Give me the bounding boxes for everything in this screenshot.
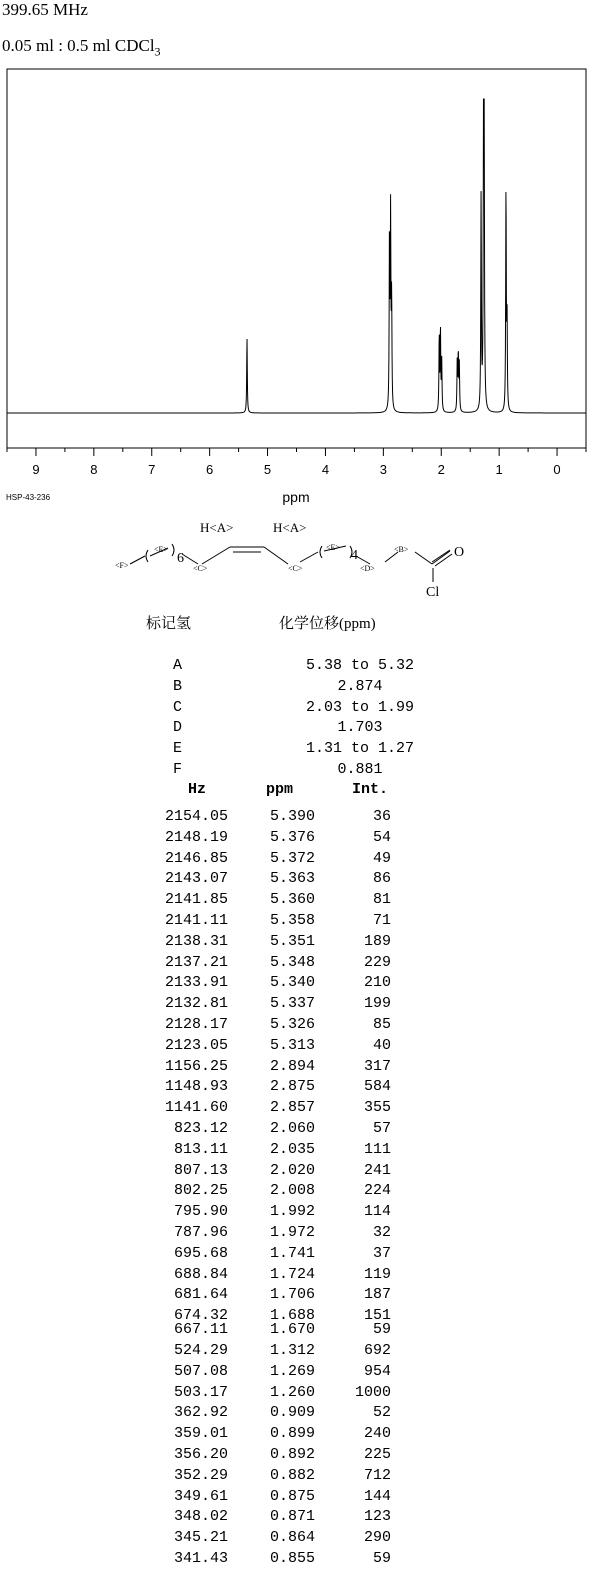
peak-intensity: 81 xyxy=(372,891,391,909)
label-h-a-left: H<A> xyxy=(200,520,234,535)
peak-hz: 2154.05 xyxy=(164,808,228,825)
peak-row xyxy=(0,994,595,1015)
peak-hz: 2138.31 xyxy=(164,932,228,950)
assignment-shift: 2.03 to 1.99 xyxy=(305,698,415,716)
peak-row xyxy=(0,1466,595,1487)
peak-ppm: 1.269 xyxy=(269,1362,315,1380)
peak-intensity: 86 xyxy=(372,870,391,888)
peak-hz: 359.01 xyxy=(173,1425,228,1443)
label-e-left: <E> xyxy=(154,545,168,554)
peak-intensity: 52 xyxy=(372,1404,391,1422)
peak-row xyxy=(0,1202,595,1223)
solvent-subscript: 3 xyxy=(154,44,161,59)
peak-row xyxy=(0,911,595,932)
peak-hz: 2123.05 xyxy=(164,1036,228,1054)
oxygen-atom: O xyxy=(454,545,465,560)
peak-row xyxy=(0,1077,595,1098)
peak-ppm: 1.724 xyxy=(269,1265,315,1283)
peak-ppm: 5.360 xyxy=(269,891,315,909)
label-d: <D> xyxy=(360,564,375,573)
peak-ppm: 2.857 xyxy=(269,1099,315,1117)
assignment-header-shift: 化学位移(ppm) xyxy=(279,616,376,632)
header-ppm: ppm xyxy=(265,781,293,798)
peak-intensity: 187 xyxy=(363,1286,391,1304)
assignment-row xyxy=(0,718,595,739)
peak-row xyxy=(0,1445,595,1466)
peak-row xyxy=(0,1119,595,1140)
peak-hz: 2148.19 xyxy=(164,828,228,846)
peak-intensity: 114 xyxy=(363,1203,391,1221)
peak-hz: 345.21 xyxy=(173,1529,228,1547)
peak-row xyxy=(0,973,595,994)
peak-intensity: 151 xyxy=(363,1307,391,1321)
peak-row xyxy=(0,932,595,953)
peak-row xyxy=(0,807,595,828)
peak-ppm: 1.972 xyxy=(269,1223,315,1241)
structure-labels xyxy=(115,520,464,600)
x-tick-label: 9 xyxy=(32,462,40,477)
peak-row xyxy=(0,1036,595,1057)
frequency-label: 399.65 MHz xyxy=(2,0,88,19)
peak-row xyxy=(0,1057,595,1078)
peak-ppm: 1.312 xyxy=(269,1341,315,1359)
peak-hz: 362.92 xyxy=(173,1404,228,1422)
peak-row xyxy=(0,1320,595,1341)
peak-ppm: 1.670 xyxy=(269,1321,315,1339)
peak-hz: 1141.60 xyxy=(164,1099,228,1117)
peak-ppm: 0.871 xyxy=(269,1508,315,1526)
peak-hz: 341.43 xyxy=(173,1549,228,1567)
label-f: <F> xyxy=(115,561,129,570)
peak-intensity: 240 xyxy=(363,1425,391,1443)
assignment-row xyxy=(0,760,595,781)
peak-hz: 507.08 xyxy=(173,1362,228,1380)
peak-hz: 802.25 xyxy=(173,1182,228,1200)
peak-ppm: 1.260 xyxy=(269,1383,315,1401)
peak-ppm: 1.706 xyxy=(269,1286,315,1304)
peak-intensity: 189 xyxy=(363,932,391,950)
peak-intensity: 119 xyxy=(363,1265,391,1283)
peak-ppm: 0.864 xyxy=(269,1529,315,1547)
peak-row xyxy=(0,1098,595,1119)
peak-row xyxy=(0,1015,595,1036)
peak-ppm: 5.348 xyxy=(269,953,315,971)
peak-hz: 1156.25 xyxy=(164,1057,228,1075)
x-tick-label: 2 xyxy=(437,462,445,477)
peak-intensity: 210 xyxy=(363,974,391,992)
peak-hz: 688.84 xyxy=(173,1265,228,1283)
peak-intensity: 123 xyxy=(363,1508,391,1526)
peak-ppm: 2.008 xyxy=(269,1182,315,1200)
peak-intensity: 229 xyxy=(363,953,391,971)
peak-hz: 2143.07 xyxy=(164,870,228,888)
solvent-label xyxy=(2,36,161,59)
peak-hz: 2133.91 xyxy=(164,974,228,992)
peak-hz: 2128.17 xyxy=(164,1015,228,1033)
assignment-row xyxy=(0,656,595,677)
assignment-row xyxy=(0,698,595,719)
peak-hz: 356.20 xyxy=(173,1445,228,1463)
peak-intensity: 355 xyxy=(363,1099,391,1117)
peak-intensity: 54 xyxy=(372,828,391,846)
peak-ppm: 5.340 xyxy=(269,974,315,992)
peak-row xyxy=(0,1140,595,1161)
x-axis-ticks xyxy=(7,448,586,456)
peak-row xyxy=(0,828,595,849)
peak-ppm: 2.060 xyxy=(269,1119,315,1137)
peak-row xyxy=(0,953,595,974)
peak-hz: 503.17 xyxy=(173,1383,228,1401)
peak-hz: 813.11 xyxy=(173,1140,228,1158)
assignment-label: C xyxy=(173,698,183,716)
peak-intensity: 85 xyxy=(372,1015,391,1033)
peak-ppm: 5.326 xyxy=(269,1015,315,1033)
carbonyl-double-bond xyxy=(432,550,452,566)
x-tick-label: 8 xyxy=(90,462,98,477)
x-axis-tick-labels xyxy=(32,462,560,477)
plot-frame xyxy=(7,69,586,448)
peak-ppm: 0.899 xyxy=(269,1425,315,1443)
peak-ppm: 0.892 xyxy=(269,1445,315,1463)
assignment-shift: 5.38 to 5.32 xyxy=(305,657,415,674)
assignment-shift: 1.703 xyxy=(337,719,383,737)
x-tick-label: 0 xyxy=(553,462,561,477)
peak-hz: 667.11 xyxy=(173,1321,228,1339)
peak-intensity: 199 xyxy=(363,995,391,1013)
assignment-label: B xyxy=(173,677,183,695)
peak-ppm: 5.337 xyxy=(269,995,315,1013)
assignment-shift: 2.874 xyxy=(337,677,383,695)
peak-intensity: 1000 xyxy=(354,1383,391,1401)
assignment-shift: 1.31 to 1.27 xyxy=(305,740,415,758)
peak-intensity: 32 xyxy=(372,1223,391,1241)
peak-ppm: 0.909 xyxy=(269,1404,315,1422)
x-tick-label: 3 xyxy=(379,462,387,477)
peak-row xyxy=(0,1362,595,1383)
peak-hz: 2141.85 xyxy=(164,891,228,909)
peak-ppm: 5.363 xyxy=(269,870,315,888)
label-c-left: <C> xyxy=(193,564,208,573)
peak-ppm: 2.875 xyxy=(269,1078,315,1096)
peak-ppm: 0.882 xyxy=(269,1466,315,1484)
peak-hz: 2132.81 xyxy=(164,995,228,1013)
peak-row xyxy=(0,1487,595,1508)
peak-intensity: 49 xyxy=(372,849,391,867)
peak-intensity: 317 xyxy=(363,1057,391,1075)
peak-row xyxy=(0,1244,595,1265)
peak-row xyxy=(0,1383,595,1404)
x-axis-label: ppm xyxy=(282,489,310,505)
peak-hz: 795.90 xyxy=(173,1203,228,1221)
peak-intensity: 59 xyxy=(372,1321,391,1339)
peak-row xyxy=(0,1549,595,1570)
peak-intensity: 111 xyxy=(363,1140,391,1158)
peak-intensity: 954 xyxy=(363,1362,391,1380)
peak-intensity: 40 xyxy=(372,1036,391,1054)
peak-intensity: 290 xyxy=(363,1529,391,1547)
peak-row xyxy=(0,1265,595,1286)
peak-hz: 787.96 xyxy=(173,1223,228,1241)
peak-row xyxy=(0,1528,595,1549)
repeat-count-right: 4 xyxy=(351,548,358,563)
assignment-label: A xyxy=(173,657,183,674)
peak-ppm: 0.875 xyxy=(269,1487,315,1505)
peak-hz: 2141.11 xyxy=(164,911,228,929)
assignment-label: E xyxy=(173,740,183,758)
peak-hz: 823.12 xyxy=(173,1119,228,1137)
peak-row xyxy=(0,1181,595,1202)
peak-ppm: 1.992 xyxy=(269,1203,315,1221)
assignment-row xyxy=(0,739,595,760)
peak-hz: 349.61 xyxy=(173,1487,228,1505)
peak-ppm: 2.894 xyxy=(269,1057,315,1075)
peak-ppm: 2.020 xyxy=(269,1161,315,1179)
label-h-a-right: H<A> xyxy=(273,520,307,535)
peak-intensity: 225 xyxy=(363,1445,391,1463)
peak-hz: 352.29 xyxy=(173,1466,228,1484)
peak-table-header xyxy=(0,780,595,800)
peak-hz: 681.64 xyxy=(173,1286,228,1304)
assignment-label: F xyxy=(173,760,183,778)
x-tick-label: 7 xyxy=(148,462,156,477)
x-tick-label: 5 xyxy=(263,462,272,477)
peak-ppm: 0.855 xyxy=(269,1549,315,1567)
peak-hz: 524.29 xyxy=(173,1341,228,1359)
peak-ppm: 1.741 xyxy=(269,1244,315,1262)
peak-intensity: 712 xyxy=(363,1466,391,1484)
peak-hz: 2146.85 xyxy=(164,849,228,867)
peak-ppm: 5.358 xyxy=(269,911,315,929)
peak-intensity: 59 xyxy=(372,1549,391,1567)
assignment-table xyxy=(0,656,595,781)
peak-hz: 2137.21 xyxy=(164,953,228,971)
peak-intensity: 71 xyxy=(372,911,391,929)
molecular-structure xyxy=(110,514,490,604)
assignment-header-label: 标记氢 xyxy=(146,616,192,632)
assignment-shift: 0.881 xyxy=(337,760,383,778)
peak-row xyxy=(0,890,595,911)
peak-ppm: 5.390 xyxy=(269,808,315,825)
peak-intensity: 144 xyxy=(363,1487,391,1505)
peak-hz: 674.32 xyxy=(173,1307,228,1321)
peak-intensity: 224 xyxy=(363,1182,391,1200)
peak-hz: 348.02 xyxy=(173,1508,228,1526)
peak-intensity: 57 xyxy=(372,1119,391,1137)
peak-row xyxy=(0,1306,595,1320)
peak-row xyxy=(0,1341,595,1362)
peak-ppm: 5.313 xyxy=(269,1036,315,1054)
peak-intensity: 37 xyxy=(372,1244,391,1262)
peak-row xyxy=(0,849,595,870)
peak-row xyxy=(0,1223,595,1244)
peak-ppm: 5.351 xyxy=(269,932,315,950)
assignment-label: D xyxy=(173,719,183,737)
peak-row xyxy=(0,1424,595,1445)
x-tick-label: 1 xyxy=(495,462,503,477)
peak-ppm: 5.372 xyxy=(269,849,315,867)
peak-intensity: 692 xyxy=(363,1341,391,1359)
peak-row xyxy=(0,869,595,890)
peak-intensity: 241 xyxy=(363,1161,391,1179)
peak-hz: 1148.93 xyxy=(164,1078,228,1096)
spectrum-code: HSP-43-236 xyxy=(6,493,51,502)
nmr-spectrum-chart xyxy=(0,62,595,512)
label-e-right: <E> xyxy=(326,543,340,552)
chlorine-atom: Cl xyxy=(426,585,440,600)
spectrum-trace xyxy=(7,99,586,413)
peak-row xyxy=(0,1403,595,1424)
header-hz: Hz xyxy=(187,781,206,798)
peak-row xyxy=(0,1161,595,1182)
peak-ppm: 1.688 xyxy=(269,1307,315,1321)
header-int: Int. xyxy=(351,781,388,798)
peak-intensity: 36 xyxy=(372,808,391,825)
peak-table xyxy=(0,807,595,1570)
repeat-count-left: 6 xyxy=(177,551,184,566)
peak-ppm: 2.035 xyxy=(269,1140,315,1158)
x-tick-label: 4 xyxy=(321,462,330,477)
solvent-text: 0.05 ml : 0.5 ml CDCl xyxy=(2,36,155,55)
peak-row xyxy=(0,1285,595,1306)
label-b: <B> xyxy=(394,545,409,554)
peak-intensity: 584 xyxy=(363,1078,391,1096)
peak-row xyxy=(0,1507,595,1528)
label-c-right: <C> xyxy=(288,564,303,573)
peak-hz: 695.68 xyxy=(173,1244,228,1262)
peak-hz: 807.13 xyxy=(173,1161,228,1179)
peak-ppm: 5.376 xyxy=(269,828,315,846)
assignment-row xyxy=(0,677,595,698)
x-tick-label: 6 xyxy=(206,462,214,477)
